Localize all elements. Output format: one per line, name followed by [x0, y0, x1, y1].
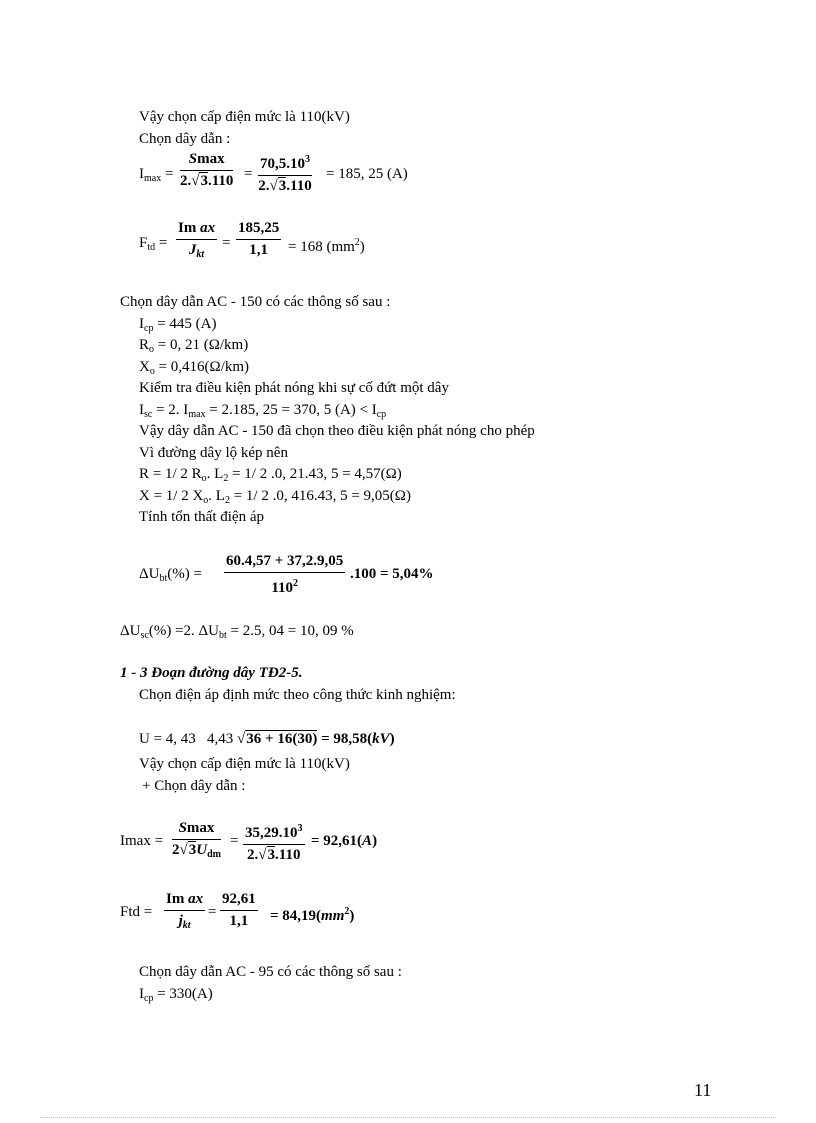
sqrt-sign: √: [269, 178, 278, 194]
text-line: Chọn dây dẫn AC - 150 có các thông số sau :: [120, 294, 391, 310]
formula-imax2-frac2: $\frac{35,29.10^3}{2.√3.110}$: [243, 820, 305, 864]
formula-imax2-result: = 92,61(A): [311, 833, 378, 849]
param-dusc: $\Delta U_{sc}(\%) =2$. $\Delta U_{bt} = 2.5$, 04 = 10, 09 %: [120, 623, 354, 641]
param-ro: $R_o = 0$, 21 (Ω/km): [139, 337, 249, 355]
formula-ftd-frac2: $\frac{185,25}{1,1}$: [238, 220, 280, 258]
param-x: X = 1/ 2 $X_o$. $L_2 = 1/$ 2 .0, 416.43, 5 = 9,05(Ω): [139, 488, 411, 506]
text-line: Vì đường dây lộ kép nên: [139, 445, 288, 461]
page-number: 11: [694, 1080, 712, 1100]
sqrt-sign: √: [258, 847, 267, 863]
text-line: Kiểm tra điều kiện phát nóng khi sự cố đứt một dây: [139, 380, 449, 396]
equals-sign: =: [222, 235, 231, 251]
footer-divider: [40, 1117, 776, 1118]
param-icp2: $I_{cp} = 330(A)$: [139, 986, 213, 1004]
formula-ftd2-result: = $84,19(mm^2)$: [270, 906, 355, 924]
param-isc: $I_{sc} = 2$. $I_{max} = 2.185$, 25 = 370, 5 $(A) < I_{cp}$: [139, 402, 387, 420]
text-line: Vậy dây dẫn AC - 150 đã chọn theo điều kiện phát nóng cho phép: [139, 423, 535, 439]
section-heading: 1 - 3 Đoạn đường dây TĐ2-5.: [120, 665, 303, 681]
formula-ftd-frac1: Im ax $J_{kt}$: [178, 220, 216, 260]
param-icp: $I_{cp} = 445$ (A): [139, 316, 217, 334]
equals-sign: =: [208, 904, 217, 920]
text-line: Chọn điện áp định mức theo công thức kinh nghiệm:: [139, 687, 456, 703]
text-line: Chọn dây dẫn AC - 95 có các thông số sau :: [139, 964, 402, 980]
text-line: Vậy chọn cấp điện mức là 110(kV): [139, 756, 350, 772]
sqrt-sign: √: [179, 842, 188, 858]
formula-ftd2-lhs: Ftd =: [120, 904, 153, 920]
param-r: R = 1/ 2 $R_o$. $L_2 = 1/$ 2 .0, 21.43, 5 = 4,57(Ω): [139, 466, 402, 484]
formula-ftd-result: = 168 $(mm^2)$: [288, 237, 365, 255]
formula-du-lhs: $\Delta U_{bt}(\%)$ =: [139, 566, 202, 584]
text-line: Vậy chọn cấp điện mức là 110(kV): [139, 109, 350, 125]
formula-du-result: .100 = 5,04%: [350, 566, 434, 582]
formula-ftd-lhs: $F_{td}$ =: [139, 235, 168, 253]
formula-ftd2-frac1: Im ax $j_{kt}$: [166, 891, 204, 931]
formula-imax2-lhs: Imax =: [120, 833, 164, 849]
sqrt-sign: √: [191, 173, 200, 189]
formula-imax-frac2: $\frac{70,5.10^3}{2.√3.110}$: [258, 151, 312, 195]
text-line: + Chọn dây dẫn :: [142, 778, 246, 794]
equals-sign: =: [230, 833, 239, 849]
formula-u: U = 4, 43 4,43 √36 + 16(30) = 98,58(kV): [139, 731, 395, 747]
formula-imax-frac1: Smax 2.√3.110: [180, 151, 234, 189]
equals-sign: =: [244, 166, 253, 182]
formula-imax-result: = 185, 25 (A): [326, 166, 408, 182]
formula-ftd2-frac2: $\frac{92,61}{1,1}$: [222, 891, 256, 929]
formula-du-frac: $\frac{60.4,57 + 37,2.9,05}{110^2}$: [226, 553, 344, 596]
text-line: Tính tổn thất điện áp: [139, 509, 264, 525]
text-line: Chọn dây dẫn :: [139, 131, 231, 147]
formula-imax2-frac1: Smax $2√3U_{dm}$: [172, 820, 221, 860]
formula-imax-lhs: $I_{max}$ =: [139, 166, 174, 184]
param-xo: $X_o = 0,416(\Omega/km)$: [139, 359, 250, 377]
